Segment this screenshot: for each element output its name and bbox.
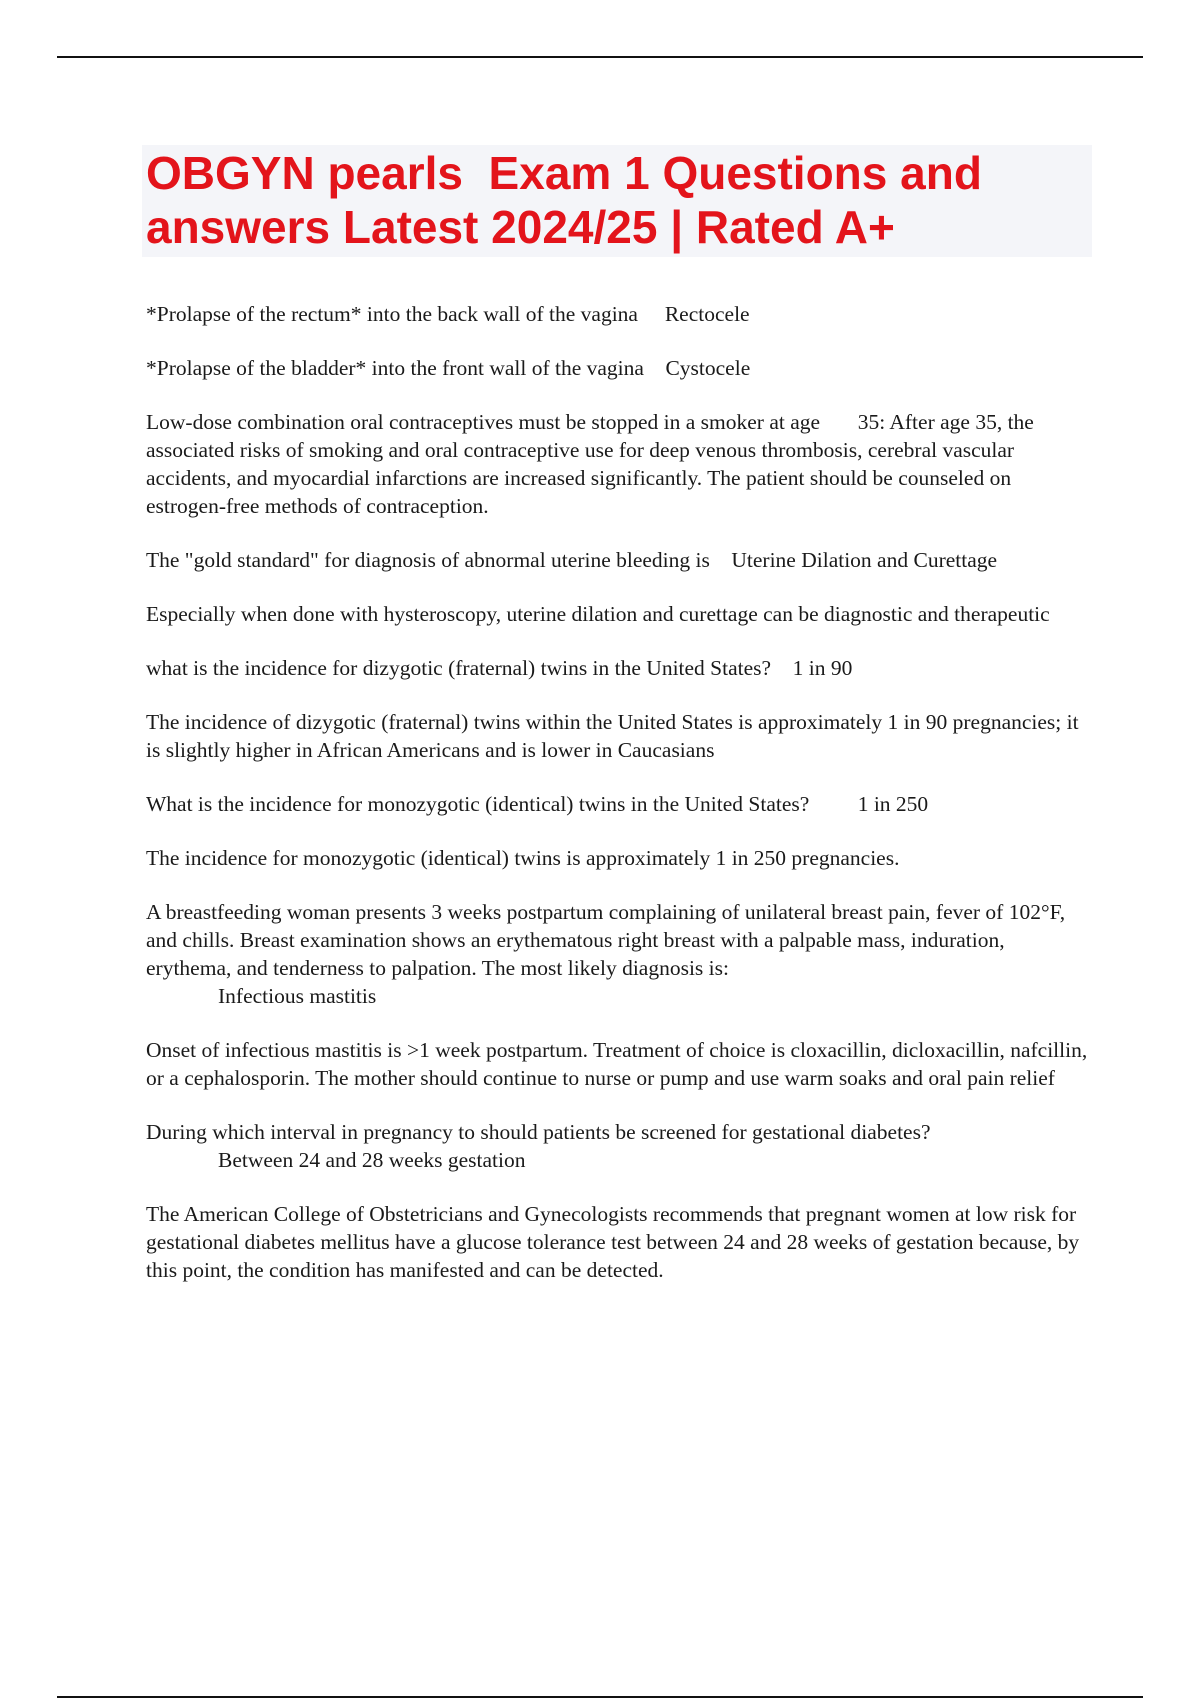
answer-text: Infectious mastitis — [218, 984, 377, 1008]
explanation-text: Onset of infectious mastitis is >1 week postpartum. Treatment of choice is cloxacillin, dicloxacillin, nafcillin, or a cephalosporin. The mother should continue to nurse or pump and use warm soaks and oral pain relief — [146, 1038, 1093, 1090]
explanation-text: The American College of Obstetricians and Gynecologists recommends that pregnant women at low risk for gestational diabetes mellitus have a glucose tolerance test between 24 and 28 weeks of gestation because, by this point, the condition has manifested and can be detected. — [146, 1202, 1085, 1282]
question-text: Low-dose combination oral contraceptives must be stopped in a smoker at age — [146, 410, 821, 434]
question-text: A breastfeeding woman presents 3 weeks postpartum complaining of unilateral breast pain, fever of 102°F, and chills. Breast examination shows an erythematous right breast with a palpable mass, induration, erythema, and tenderness to palpation. The most likely diagnosis is: — [146, 900, 1071, 980]
qa-entry — [146, 354, 1091, 382]
question-text: During which interval in pregnancy to should patients be screened for gestational diabetes? — [146, 1120, 931, 1144]
question-text: *Prolapse of the bladder* into the front wall of the vagina — [146, 356, 644, 380]
top-divider — [57, 56, 1143, 58]
qa-entry — [146, 790, 1091, 818]
qa-entry — [146, 654, 1091, 682]
question-text: *Prolapse of the rectum* into the back wall of the vagina — [146, 302, 638, 326]
bottom-divider — [57, 1696, 1143, 1698]
qa-entry — [146, 300, 1091, 328]
qa-entry — [146, 898, 1091, 1010]
explanation-text: Especially when done with hysteroscopy, uterine dilation and curettage can be diagnostic and therapeutic — [146, 602, 1050, 626]
qa-entry — [146, 408, 1091, 520]
qa-entry — [146, 1118, 1091, 1174]
answer-text: 1 in 250 — [857, 792, 929, 816]
explanation-text: The incidence for monozygotic (identical) twins is approximately 1 in 250 pregnancies. — [146, 846, 900, 870]
answer-text: 1 in 90 — [792, 656, 853, 680]
qa-entry — [146, 546, 1091, 574]
answer-text: Uterine Dilation and Curettage — [731, 548, 998, 572]
question-text: The "gold standard" for diagnosis of abnormal uterine bleeding is — [146, 548, 710, 572]
question-text: what is the incidence for dizygotic (fraternal) twins in the United States? — [146, 656, 772, 680]
answer-text: Between 24 and 28 weeks gestation — [218, 1148, 526, 1172]
answer-text: Rectocele — [664, 302, 750, 326]
explanation-text: The incidence of dizygotic (fraternal) twins within the United States is approximately 1 in 90 pregnancies; it is slightly higher in African Americans and is lower in Caucasians — [146, 710, 1084, 762]
answer-text: 35: After age 35, the associated risks of smoking and oral contraceptive use for deep venous thrombosis, cerebral vascular accidents, and myocardial infarctions are increased significantly. The patient should be counseled on estrogen-free methods of contraception. — [146, 410, 1040, 518]
question-text: What is the incidence for monozygotic (identical) twins in the United States? — [146, 792, 810, 816]
answer-text: Cystocele — [665, 356, 751, 380]
document-title: OBGYN pearls Exam 1 Questions and answers Latest 2024/25 | Rated A+ — [146, 147, 995, 253]
document-body — [146, 300, 1091, 1310]
